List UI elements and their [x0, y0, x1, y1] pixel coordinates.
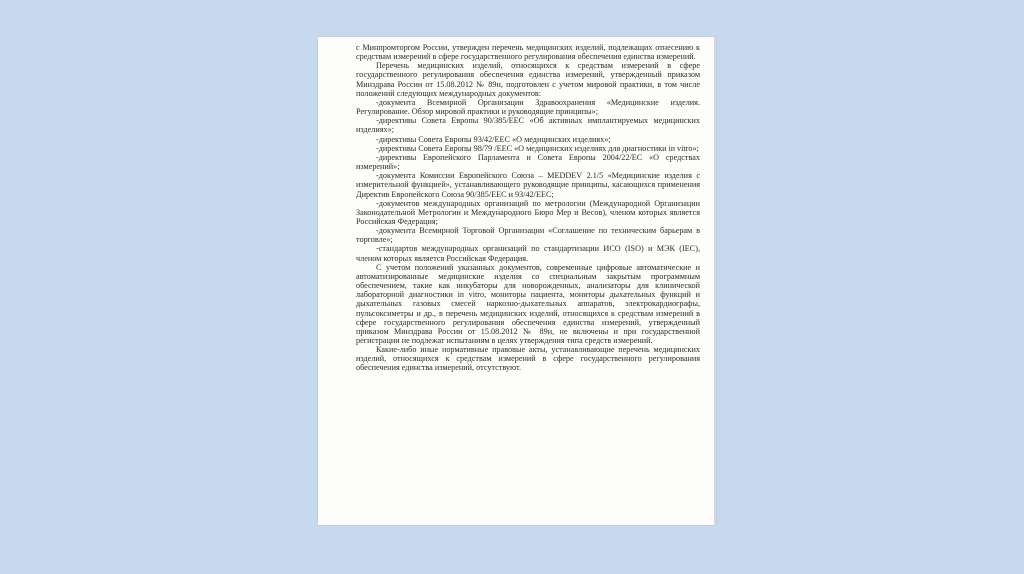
- list-item-who-document: -документа Всемирной Организации Здравоохранения «Медицинские изделия. Регулирование. Обзор мировой практики и руководящие принципы»;: [356, 97, 700, 117]
- paragraph-list-intro: Перечень медицинских изделий, относящихся к средствам измерений в сфере государственного регулирования обеспечения единства измерений, утвержденный приказом Минздрава России от 15.08.2012 № 89н, подготовлен с учетом мировой практики, в том числе положений следующих международных документов:: [356, 61, 700, 98]
- list-item-directive-98-79: -директивы Совета Европы 98/79 /ЕЕС «О медицинских изделиях для диагностики in vitro»;: [376, 143, 699, 153]
- list-item-directive-93-42: -директивы Совета Европы 93/42/ЕЕС «О медицинских изделиях»;: [376, 134, 611, 144]
- paragraph-conclusion: Какие-либо иные нормативные правовые акты, устанавливающие перечень медицинских изделий, относящихся к средствам измерений в сфере государственного регулирования обеспечения единства измерений, отсутствуют.: [356, 345, 700, 373]
- list-item-directive-2004-22: -директивы Европейского Парламента и Совета Европы 2004/22/ЕС «О средствах измерений»;: [356, 152, 700, 172]
- list-item-directive-90-385: -директивы Совета Европы 90/385/ЕЕС «Об активных имплантируемых медицинских изделиях»;: [356, 116, 700, 135]
- paragraph-intro-continuation: с Минпромторгом России, утвержден перечень медицинских изделий, подлежащих отнесению к средствам измерений в сфере государственного регулирования обеспечения единства измерений.: [356, 43, 700, 62]
- page-edge-shadow: [714, 37, 716, 525]
- document-text: [356, 43, 700, 373]
- list-item-meddev: -документа Комиссии Европейского Союза – MEDDEV 2.1/5 «Медицинские изделия с измерительной функцией», устанавливающего руководящие принципы, касающихся применения Директив Европейского Союза 90/385/ЕЕС и 93/42/ЕЕС;: [356, 171, 700, 199]
- document-page: [318, 37, 716, 525]
- list-item-wto-agreement: -документа Всемирной Торговой Организации «Соглашение по техническим барьерам в торговле»;: [356, 226, 700, 245]
- list-item-metrology-organizations: -документов международных организаций по метрологии (Международной Организации Законодательной Метрологии и Международного Бюро Мер и Весов), членом которых является Российская Федерация;: [356, 198, 700, 226]
- list-item-iso-iec-standards: -стандартов международных организаций по стандартизации ИСО (ISO) и МЭК (IEC), членом которых является Российская Федерация.: [356, 244, 700, 263]
- paragraph-digital-devices: С учетом положений указанных документов, современные цифровые автоматические и автоматизированные медицинские изделия со специальным закрытым программным обеспечением, такие как инкубаторы для новорожденных, анализаторы для клинической лабораторной диагностики in vitro, мониторы пациента, мониторы дыхательных функций и дыхательных газовых смесей наркозно-дыхательных аппаратов, электрокардиографы, пульсоксиметры и др., в перечень медицинских изделий, относящихся к средствам измерений в сфере государственного регулирования обеспечения единства измерений, утвержденный приказом Минздрава России от 15.08.2012 № 89н, не включены и при государственной регистрации не подлежат испытаниям в целях утверждения типа средств измерений.: [356, 262, 700, 345]
